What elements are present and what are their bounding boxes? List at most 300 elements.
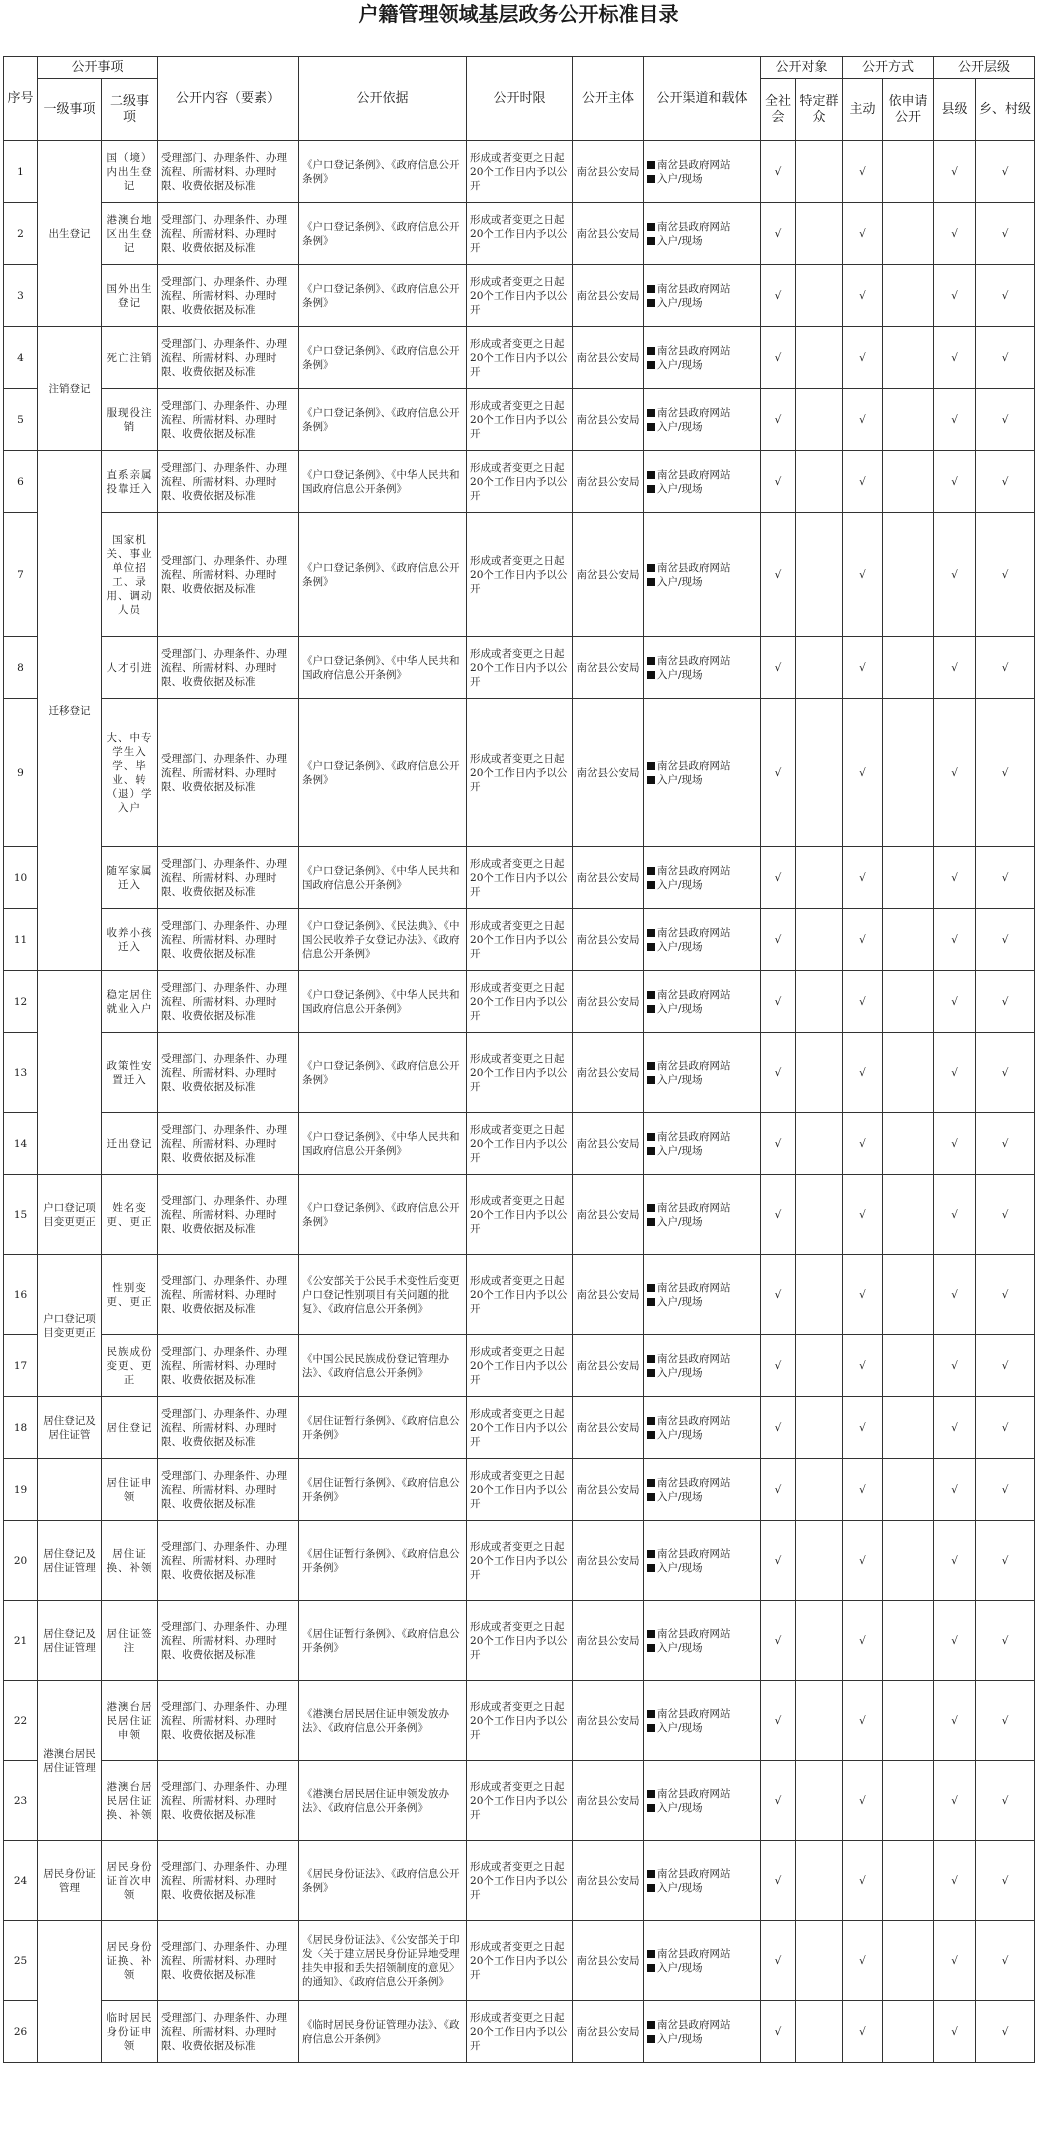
check-mark-icon: √ [951, 1359, 958, 1372]
check-mark-icon: √ [1001, 1794, 1009, 1807]
channel-onsite [647, 234, 757, 248]
filled-square-icon [647, 776, 655, 784]
channel-onsite [647, 1366, 757, 1380]
channel-onsite [647, 296, 757, 310]
public-subject: 南岔县公安局 [573, 389, 644, 451]
header-public-matter: 公开事项 [38, 57, 158, 79]
public-time-limit: 形成或者变更之日起20个工作日内予以公开 [467, 909, 573, 971]
check-mark-icon: √ [774, 995, 782, 1008]
check-mark-icon: √ [951, 351, 958, 364]
public-subject: 南岔县公安局 [573, 1113, 644, 1175]
filled-square-icon [647, 1479, 655, 1487]
check-all-society [761, 971, 796, 1033]
check-on-request [883, 327, 934, 389]
level2-matter: 居住证签注 [102, 1601, 158, 1681]
check-mark-icon: √ [951, 165, 958, 178]
channel-onsite-label: 入户/现场 [657, 1961, 703, 1974]
public-basis: 《港澳台居民居住证申领发放办法》、《政府信息公开条例》 [299, 1761, 467, 1841]
channel-website-label: 南岔县政府网站 [657, 158, 731, 171]
level2-matter: 居民身份证换、补领 [102, 1921, 158, 2001]
check-mark-icon: √ [774, 1714, 782, 1727]
check-all-society [761, 141, 796, 203]
check-town [976, 389, 1035, 451]
header-method-active: 主动 [843, 79, 883, 141]
check-on-request [883, 389, 934, 451]
row-seq: 15 [4, 1175, 38, 1255]
check-county [934, 909, 976, 971]
filled-square-icon [647, 1218, 655, 1226]
public-basis: 《户口登记条例》、《政府信息公开条例》 [299, 1175, 467, 1255]
check-all-society [761, 203, 796, 265]
level2-matter: 人才引进 [102, 637, 158, 699]
check-town [976, 203, 1035, 265]
channel-onsite [647, 1428, 757, 1442]
table-row [4, 1033, 1035, 1113]
check-mark-icon: √ [859, 1137, 866, 1150]
public-time-limit: 形成或者变更之日起20个工作日内予以公开 [467, 389, 573, 451]
public-channel [644, 1921, 761, 2001]
channel-onsite [647, 358, 757, 372]
check-mark-icon: √ [1001, 933, 1009, 946]
check-town [976, 2001, 1035, 2063]
check-mark-icon: √ [951, 1066, 958, 1079]
header-channel: 公开渠道和载体 [644, 57, 761, 141]
public-channel [644, 699, 761, 847]
channel-onsite [647, 1641, 757, 1655]
row-seq: 13 [4, 1033, 38, 1113]
header-level1: 一级事项 [38, 79, 102, 141]
table-row [4, 699, 1035, 847]
public-time-limit: 形成或者变更之日起20个工作日内予以公开 [467, 847, 573, 909]
check-county [934, 1175, 976, 1255]
channel-website-label: 南岔县政府网站 [657, 1130, 731, 1143]
public-subject: 南岔县公安局 [573, 699, 644, 847]
check-specific-group [796, 1459, 843, 1521]
check-county [934, 1113, 976, 1175]
check-all-society [761, 265, 796, 327]
check-on-request [883, 1681, 934, 1761]
check-mark-icon: √ [774, 1954, 782, 1967]
channel-onsite-label: 入户/现场 [657, 1366, 703, 1379]
table-row [4, 265, 1035, 327]
public-subject: 南岔县公安局 [573, 1255, 644, 1335]
channel-onsite [647, 1144, 757, 1158]
header-seq: 序号 [4, 57, 38, 141]
row-seq: 3 [4, 265, 38, 327]
filled-square-icon [647, 1724, 655, 1732]
public-channel [644, 389, 761, 451]
public-time-limit: 形成或者变更之日起20个工作日内予以公开 [467, 2001, 573, 2063]
check-mark-icon: √ [859, 413, 866, 426]
filled-square-icon [647, 1355, 655, 1363]
filled-square-icon [647, 1564, 655, 1572]
filled-square-icon [647, 1284, 655, 1292]
channel-website [647, 1547, 757, 1561]
check-county [934, 847, 976, 909]
public-channel [644, 1033, 761, 1113]
public-content: 受理部门、办理条件、办理流程、所需材料、办理时限、收费依据及标准 [158, 971, 299, 1033]
channel-website-label: 南岔县政府网站 [657, 561, 731, 574]
table-row [4, 1761, 1035, 1841]
check-mark-icon: √ [774, 661, 782, 674]
check-on-request [883, 1761, 934, 1841]
channel-onsite [647, 878, 757, 892]
check-town [976, 637, 1035, 699]
check-county [934, 1761, 976, 1841]
filled-square-icon [647, 1417, 655, 1425]
public-subject: 南岔县公安局 [573, 1459, 644, 1521]
header-audience-all: 全社会 [761, 79, 796, 141]
check-mark-icon: √ [1001, 1634, 1009, 1647]
public-time-limit: 形成或者变更之日起20个工作日内予以公开 [467, 203, 573, 265]
public-channel [644, 971, 761, 1033]
table-row [4, 327, 1035, 389]
row-seq: 8 [4, 637, 38, 699]
filled-square-icon [647, 423, 655, 431]
check-mark-icon: √ [774, 1483, 782, 1496]
level1-matter: 注销登记 [38, 327, 102, 451]
check-town [976, 1761, 1035, 1841]
check-specific-group [796, 1335, 843, 1397]
channel-onsite [647, 940, 757, 954]
channel-website [647, 2018, 757, 2032]
channel-onsite-label: 入户/现场 [657, 1073, 703, 1086]
check-mark-icon: √ [859, 1066, 866, 1079]
public-basis: 《居住证暂行条例》、《政府信息公开条例》 [299, 1601, 467, 1681]
table-row [4, 847, 1035, 909]
channel-website [647, 926, 757, 940]
level2-matter: 港澳台居民居住证换、补领 [102, 1761, 158, 1841]
row-seq: 16 [4, 1255, 38, 1335]
filled-square-icon [647, 943, 655, 951]
filled-square-icon [647, 1804, 655, 1812]
check-mark-icon: √ [1001, 568, 1009, 581]
check-active [843, 389, 883, 451]
public-content: 受理部门、办理条件、办理流程、所需材料、办理时限、收费依据及标准 [158, 1601, 299, 1681]
public-content: 受理部门、办理条件、办理流程、所需材料、办理时限、收费依据及标准 [158, 1175, 299, 1255]
channel-website-label: 南岔县政府网站 [657, 1547, 731, 1560]
channel-onsite-label: 入户/现场 [657, 1144, 703, 1157]
check-mark-icon: √ [774, 1421, 782, 1434]
check-all-society [761, 1113, 796, 1175]
public-basis: 《户口登记条例》、《政府信息公开条例》 [299, 327, 467, 389]
check-on-request [883, 1335, 934, 1397]
check-on-request [883, 1175, 934, 1255]
channel-onsite-label: 入户/现场 [657, 172, 703, 185]
channel-website-label: 南岔县政府网站 [657, 988, 731, 1001]
public-subject: 南岔县公安局 [573, 847, 644, 909]
public-time-limit: 形成或者变更之日起20个工作日内予以公开 [467, 699, 573, 847]
table-row [4, 203, 1035, 265]
header-level-county: 县级 [934, 79, 976, 141]
public-content: 受理部门、办理条件、办理流程、所需材料、办理时限、收费依据及标准 [158, 1921, 299, 2001]
check-specific-group [796, 1255, 843, 1335]
level1-matter: 居民身份证管理 [38, 1841, 102, 1921]
public-channel [644, 1761, 761, 1841]
check-active [843, 1601, 883, 1681]
check-mark-icon: √ [859, 933, 866, 946]
channel-onsite-label: 入户/现场 [657, 1641, 703, 1654]
check-all-society [761, 1397, 796, 1459]
row-seq: 18 [4, 1397, 38, 1459]
check-mark-icon: √ [1001, 1874, 1009, 1887]
check-county [934, 1033, 976, 1113]
level2-matter: 姓名变更、更正 [102, 1175, 158, 1255]
check-mark-icon: √ [951, 2025, 958, 2038]
channel-website [647, 1130, 757, 1144]
public-channel [644, 1681, 761, 1761]
filled-square-icon [647, 564, 655, 572]
check-on-request [883, 1113, 934, 1175]
public-subject: 南岔县公安局 [573, 265, 644, 327]
public-basis: 《户口登记条例》、《政府信息公开条例》 [299, 203, 467, 265]
public-basis: 《户口登记条例》、《政府信息公开条例》 [299, 699, 467, 847]
public-time-limit: 形成或者变更之日起20个工作日内予以公开 [467, 1113, 573, 1175]
channel-onsite-label: 入户/现场 [657, 1490, 703, 1503]
channel-onsite [647, 420, 757, 434]
check-county [934, 451, 976, 513]
row-seq: 23 [4, 1761, 38, 1841]
public-channel [644, 513, 761, 637]
level2-matter: 临时居民身份证申领 [102, 2001, 158, 2063]
row-seq: 1 [4, 141, 38, 203]
public-subject: 南岔县公安局 [573, 1921, 644, 2001]
level2-matter: 港澳台地区出生登记 [102, 203, 158, 265]
level1-matter: 居住登记及居住证管理 [38, 1521, 102, 1601]
filled-square-icon [647, 409, 655, 417]
channel-website-label: 南岔县政府网站 [657, 1414, 731, 1427]
check-town [976, 909, 1035, 971]
public-content: 受理部门、办理条件、办理流程、所需材料、办理时限、收费依据及标准 [158, 1841, 299, 1921]
channel-onsite-label: 入户/现场 [657, 1881, 703, 1894]
filled-square-icon [647, 762, 655, 770]
check-specific-group [796, 1521, 843, 1601]
filled-square-icon [647, 671, 655, 679]
channel-onsite-label: 入户/现场 [657, 773, 703, 786]
channel-onsite-label: 入户/现场 [657, 234, 703, 247]
table-row [4, 451, 1035, 513]
channel-onsite [647, 1002, 757, 1016]
channel-website-label: 南岔县政府网站 [657, 926, 731, 939]
check-active [843, 1681, 883, 1761]
check-county [934, 1459, 976, 1521]
check-mark-icon: √ [951, 871, 958, 884]
row-seq: 14 [4, 1113, 38, 1175]
check-mark-icon: √ [859, 289, 866, 302]
public-content: 受理部门、办理条件、办理流程、所需材料、办理时限、收费依据及标准 [158, 847, 299, 909]
check-active [843, 1175, 883, 1255]
check-town [976, 847, 1035, 909]
public-time-limit: 形成或者变更之日起20个工作日内予以公开 [467, 141, 573, 203]
check-on-request [883, 1255, 934, 1335]
level1-matter: 出生登记 [38, 141, 102, 327]
level2-matter: 稳定居住就业入户 [102, 971, 158, 1033]
level2-matter: 居住证换、补领 [102, 1521, 158, 1601]
filled-square-icon [647, 991, 655, 999]
header-level2: 二级事项 [102, 79, 158, 141]
check-on-request [883, 637, 934, 699]
channel-website [647, 468, 757, 482]
header-level-town: 乡、村级 [976, 79, 1035, 141]
table-row [4, 1841, 1035, 1921]
table-row [4, 1681, 1035, 1761]
public-time-limit: 形成或者变更之日起20个工作日内予以公开 [467, 1521, 573, 1601]
check-mark-icon: √ [859, 1874, 866, 1887]
check-mark-icon: √ [774, 289, 782, 302]
channel-website [647, 282, 757, 296]
check-active [843, 847, 883, 909]
row-seq: 22 [4, 1681, 38, 1761]
public-basis: 《中国公民民族成份登记管理办法》、《政府信息公开条例》 [299, 1335, 467, 1397]
check-county [934, 1841, 976, 1921]
channel-website [647, 759, 757, 773]
public-basis: 《居住证暂行条例》、《政府信息公开条例》 [299, 1397, 467, 1459]
channel-onsite [647, 1961, 757, 1975]
check-town [976, 327, 1035, 389]
check-mark-icon: √ [774, 568, 782, 581]
public-time-limit: 形成或者变更之日起20个工作日内予以公开 [467, 1175, 573, 1255]
public-time-limit: 形成或者变更之日起20个工作日内予以公开 [467, 265, 573, 327]
public-content: 受理部门、办理条件、办理流程、所需材料、办理时限、收费依据及标准 [158, 265, 299, 327]
table-header [4, 57, 1035, 141]
table-row [4, 1175, 1035, 1255]
level2-matter: 居民身份证首次申领 [102, 1841, 158, 1921]
channel-website-label: 南岔县政府网站 [657, 1201, 731, 1214]
check-town [976, 971, 1035, 1033]
channel-onsite [647, 1073, 757, 1087]
check-mark-icon: √ [951, 1288, 958, 1301]
check-mark-icon: √ [859, 1554, 866, 1567]
row-seq: 11 [4, 909, 38, 971]
check-mark-icon: √ [774, 1874, 782, 1887]
public-basis: 《户口登记条例》、《政府信息公开条例》 [299, 389, 467, 451]
check-county [934, 1397, 976, 1459]
row-seq: 25 [4, 1921, 38, 2001]
check-on-request [883, 847, 934, 909]
public-subject: 南岔县公安局 [573, 327, 644, 389]
check-active [843, 699, 883, 847]
check-mark-icon: √ [774, 413, 782, 426]
filled-square-icon [647, 1550, 655, 1558]
table-row [4, 389, 1035, 451]
public-subject: 南岔县公安局 [573, 1335, 644, 1397]
check-active [843, 141, 883, 203]
check-all-society [761, 1175, 796, 1255]
filled-square-icon [647, 2035, 655, 2043]
check-county [934, 1681, 976, 1761]
check-mark-icon: √ [1001, 1421, 1009, 1434]
filled-square-icon [647, 1870, 655, 1878]
channel-onsite-label: 入户/现场 [657, 358, 703, 371]
public-basis: 《居住证暂行条例》、《政府信息公开条例》 [299, 1521, 467, 1601]
row-seq: 24 [4, 1841, 38, 1921]
channel-onsite [647, 1490, 757, 1504]
check-mark-icon: √ [951, 1137, 958, 1150]
check-town [976, 1601, 1035, 1681]
check-all-society [761, 1841, 796, 1921]
channel-website [647, 1281, 757, 1295]
filled-square-icon [647, 1710, 655, 1718]
check-town [976, 1255, 1035, 1335]
level2-matter: 性别变更、更正 [102, 1255, 158, 1335]
table-row [4, 1397, 1035, 1459]
check-mark-icon: √ [774, 1634, 782, 1647]
channel-onsite-label: 入户/现场 [657, 1801, 703, 1814]
check-mark-icon: √ [859, 1954, 866, 1967]
check-active [843, 513, 883, 637]
check-county [934, 637, 976, 699]
check-on-request [883, 203, 934, 265]
check-active [843, 1335, 883, 1397]
channel-onsite-label: 入户/现场 [657, 1428, 703, 1441]
filled-square-icon [647, 881, 655, 889]
channel-onsite [647, 2032, 757, 2046]
public-time-limit: 形成或者变更之日起20个工作日内予以公开 [467, 1255, 573, 1335]
check-mark-icon: √ [1001, 871, 1009, 884]
level2-matter: 大、中专学生入学、毕业、转（退）学入户 [102, 699, 158, 847]
check-all-society [761, 1255, 796, 1335]
header-basis: 公开依据 [299, 57, 467, 141]
filled-square-icon [647, 1204, 655, 1212]
channel-website [647, 864, 757, 878]
check-mark-icon: √ [1001, 995, 1009, 1008]
check-town [976, 1459, 1035, 1521]
check-active [843, 1459, 883, 1521]
check-on-request [883, 1521, 934, 1601]
check-mark-icon: √ [951, 1421, 958, 1434]
check-mark-icon: √ [951, 995, 958, 1008]
check-specific-group [796, 847, 843, 909]
public-time-limit: 形成或者变更之日起20个工作日内予以公开 [467, 1459, 573, 1521]
table-row [4, 909, 1035, 971]
public-time-limit: 形成或者变更之日起20个工作日内予以公开 [467, 1761, 573, 1841]
level2-matter: 居住登记 [102, 1397, 158, 1459]
public-subject: 南岔县公安局 [573, 203, 644, 265]
check-on-request [883, 2001, 934, 2063]
check-county [934, 971, 976, 1033]
public-channel [644, 1397, 761, 1459]
public-content: 受理部门、办理条件、办理流程、所需材料、办理时限、收费依据及标准 [158, 637, 299, 699]
channel-website [647, 1867, 757, 1881]
check-active [843, 2001, 883, 2063]
check-on-request [883, 1459, 934, 1521]
check-specific-group [796, 1397, 843, 1459]
public-subject: 南岔县公安局 [573, 909, 644, 971]
public-channel [644, 451, 761, 513]
public-basis: 《户口登记条例》、《政府信息公开条例》 [299, 141, 467, 203]
check-county [934, 389, 976, 451]
check-town [976, 513, 1035, 637]
public-content: 受理部门、办理条件、办理流程、所需材料、办理时限、收费依据及标准 [158, 203, 299, 265]
channel-onsite-label: 入户/现场 [657, 1561, 703, 1574]
public-content: 受理部门、办理条件、办理流程、所需材料、办理时限、收费依据及标准 [158, 327, 299, 389]
check-active [843, 1255, 883, 1335]
row-seq: 26 [4, 2001, 38, 2063]
filled-square-icon [647, 223, 655, 231]
check-town [976, 265, 1035, 327]
channel-website [647, 344, 757, 358]
public-channel [644, 2001, 761, 2063]
check-all-society [761, 513, 796, 637]
check-town [976, 1175, 1035, 1255]
check-all-society [761, 1761, 796, 1841]
check-mark-icon: √ [1001, 1208, 1009, 1221]
filled-square-icon [647, 1630, 655, 1638]
public-content: 受理部门、办理条件、办理流程、所需材料、办理时限、收费依据及标准 [158, 389, 299, 451]
check-mark-icon: √ [1001, 413, 1009, 426]
filled-square-icon [647, 161, 655, 169]
public-channel [644, 637, 761, 699]
